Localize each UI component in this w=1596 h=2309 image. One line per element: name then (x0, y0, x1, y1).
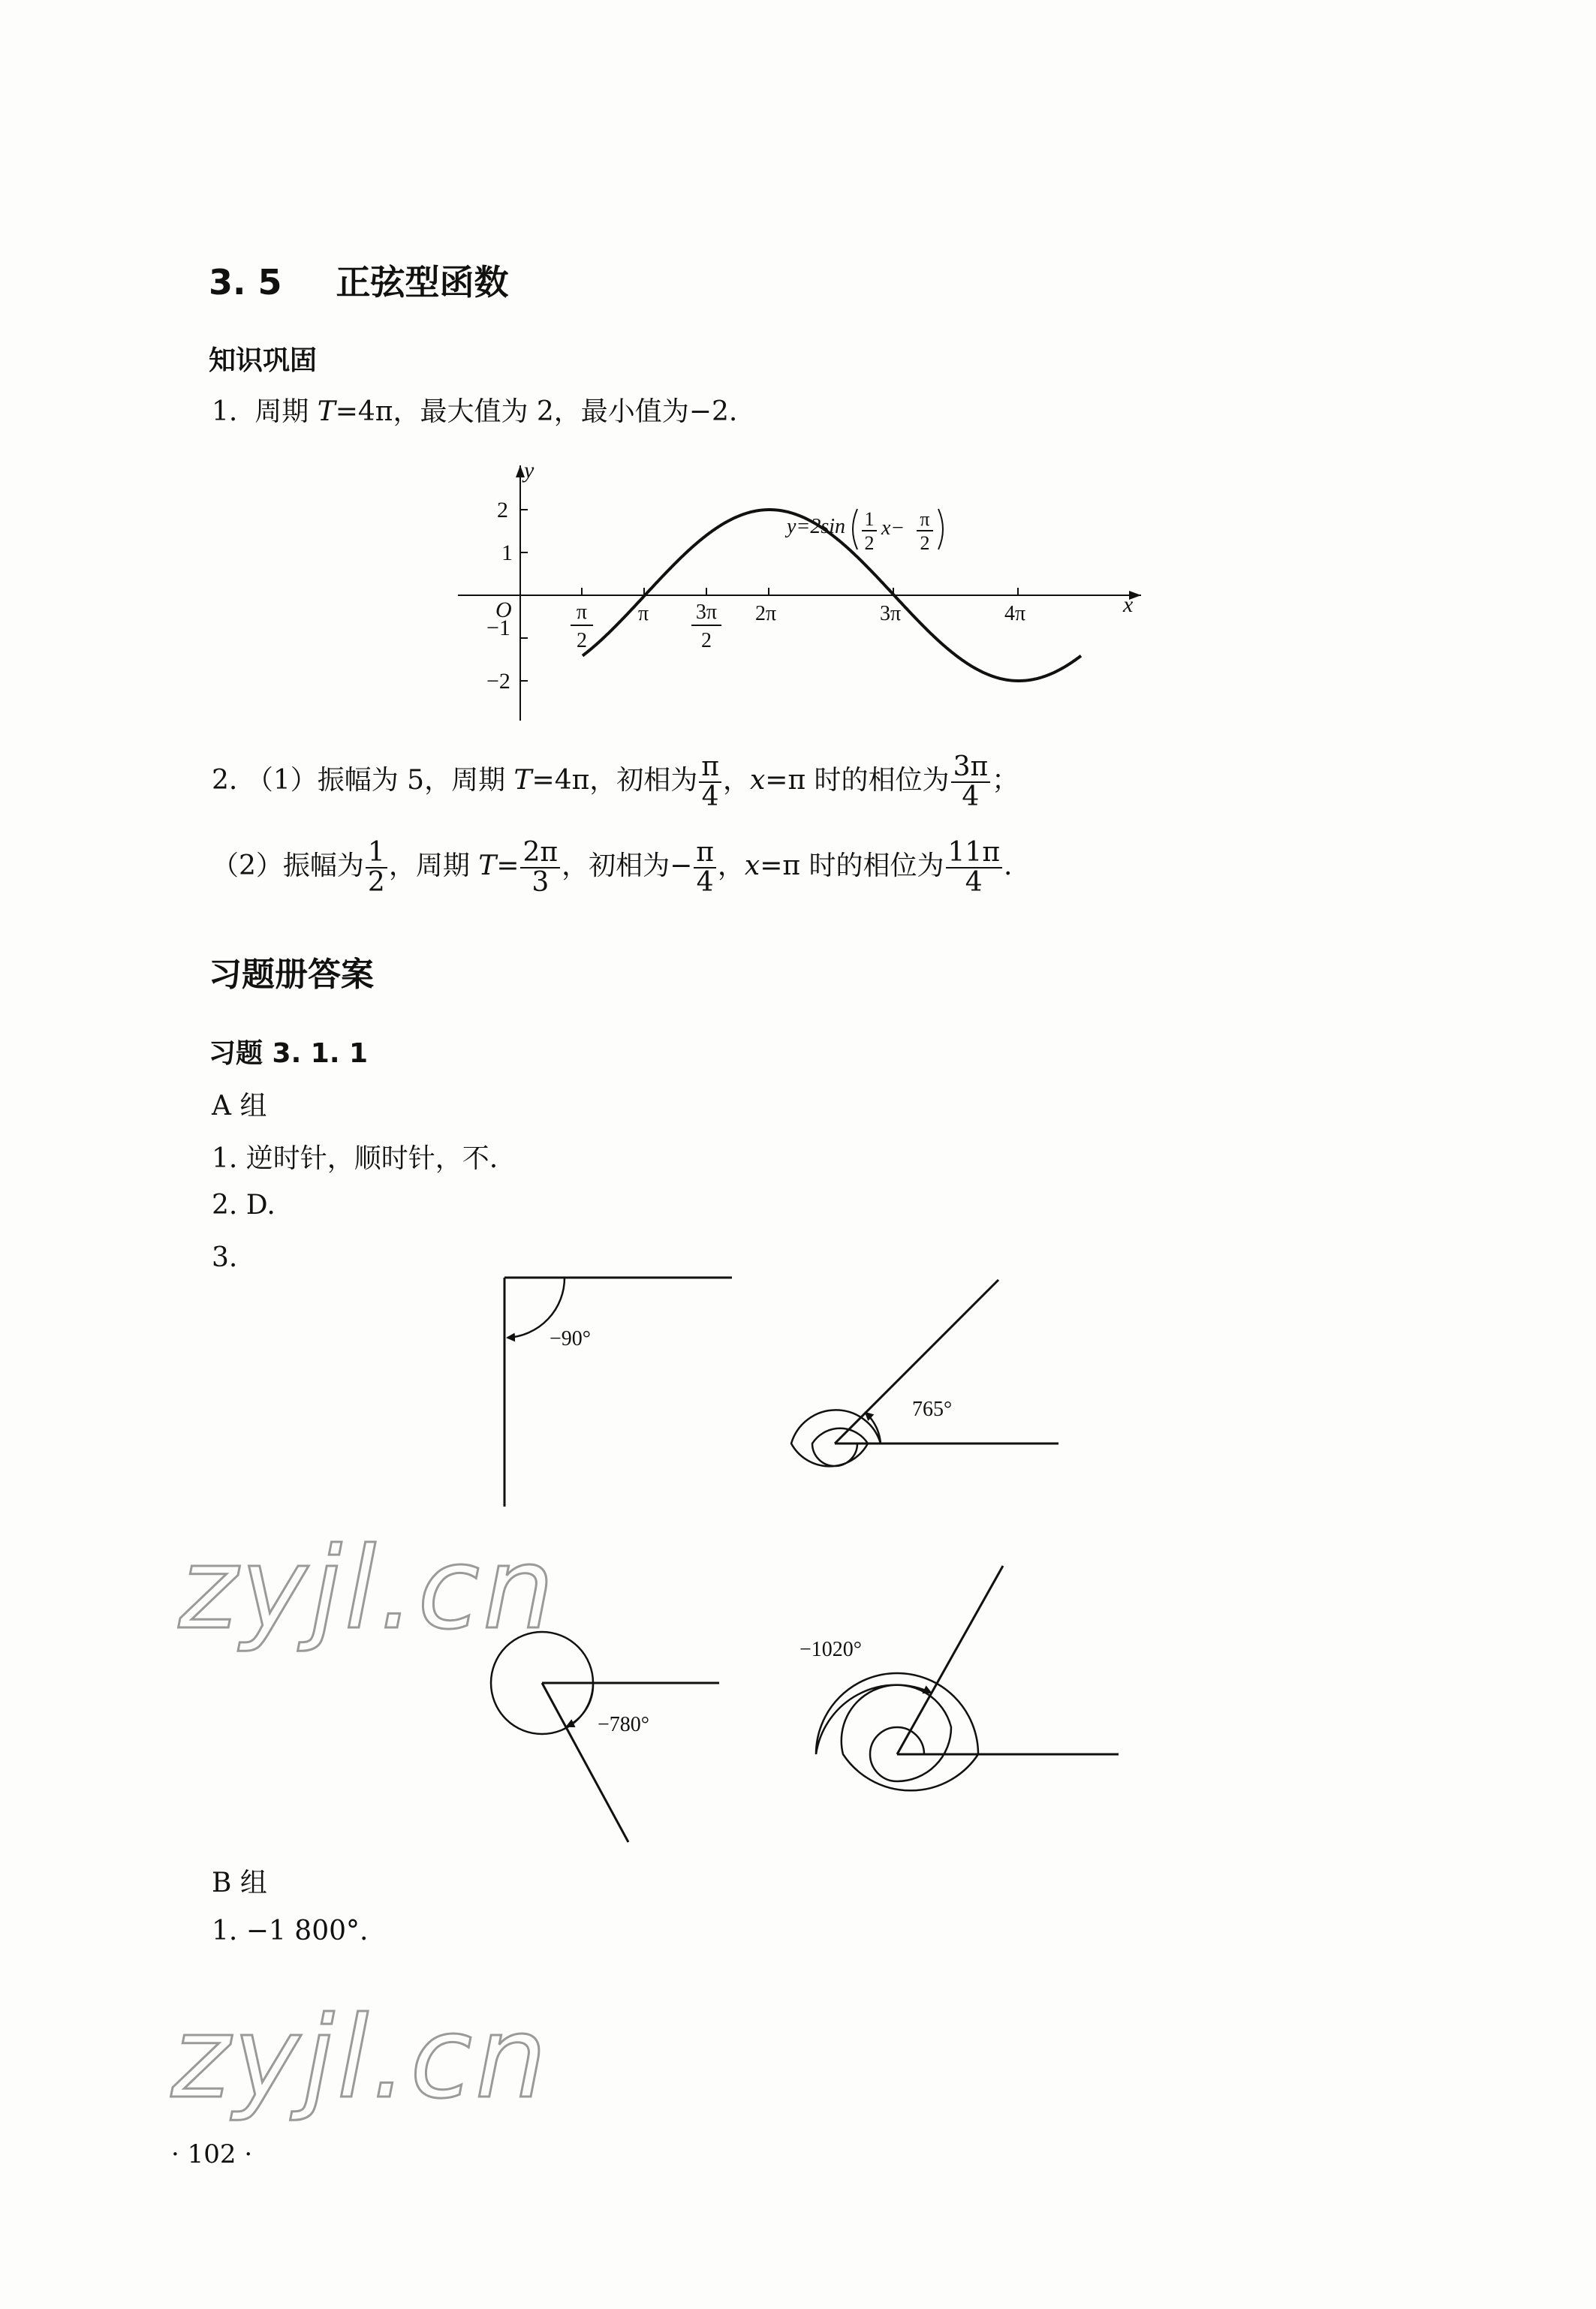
watermark: zyjl.cn (179, 1524, 558, 1654)
answer-2-part-2: （2）振幅为 $\frac{1}{2}$ ，周期 T= $\frac{2\pi}{3}$ ，初相为− $\frac{\pi}{4}$ ，x=π 时的相位为 $\frac{11\pi}{4}$ . (212, 837, 1013, 898)
answer-2-part-1: 2. （1）振幅为 5，周期 T=4π，初相为 $\frac{\pi}{4}$ ，x=π 时的相位为 $\frac{3\pi}{4}$ ； (212, 751, 1019, 812)
curve-formula (784, 508, 943, 554)
angle-765 (791, 1280, 1058, 1466)
svg-text:765°: 765° (912, 1398, 953, 1421)
x-tick-half-pi-num: π (576, 601, 588, 624)
group-b-label: B 组 (212, 1868, 267, 1898)
y-tick-neg2: −2 (486, 669, 510, 694)
b-answer-1: 1. −1 800°. (212, 1916, 369, 1946)
answer-1: 1. 周期 T=4π，最大值为 2，最小值为−2. (212, 396, 738, 427)
a-answer-1: 1. 逆时针，顺时针，不. (212, 1143, 498, 1174)
y-tick-1: 1 (501, 540, 513, 565)
svg-text:1: 1 (864, 508, 875, 530)
a-answer-2: 2. D. (212, 1190, 276, 1221)
y-tick-2: 2 (497, 498, 508, 522)
svg-text:2: 2 (864, 532, 875, 554)
svg-text:−780°: −780° (598, 1713, 649, 1736)
x-axis-label: x (1123, 592, 1134, 617)
angle-neg1020 (800, 1566, 1119, 1790)
angle-neg90 (504, 1278, 732, 1507)
angle-neg780 (491, 1632, 719, 1842)
a-answer-3: 3. (212, 1242, 238, 1273)
svg-text:π: π (920, 508, 930, 530)
origin-label: O (495, 598, 512, 622)
x-tick-4pi: 4π (1004, 602, 1026, 625)
svg-text:x−: x− (881, 516, 905, 540)
x-tick-half-pi-den: 2 (577, 629, 587, 652)
x-tick-3half-pi-den: 2 (701, 629, 712, 652)
workbook-heading: 习题册答案 (209, 956, 374, 994)
page-number: · 102 · (171, 2139, 253, 2169)
section-number: 3. 5 (209, 262, 282, 303)
svg-text:2: 2 (920, 532, 930, 554)
x-tick-2pi: 2π (755, 602, 777, 625)
group-a-label: A 组 (212, 1091, 267, 1121)
section-heading (209, 255, 509, 305)
y-tick-neg1: −1 (486, 616, 510, 640)
x-tick-3pi: 3π (880, 602, 902, 625)
section-title: 正弦型函数 (336, 262, 509, 303)
x-tick-3half-pi-num: 3π (695, 601, 718, 624)
exercise-heading: 习题 3. 1. 1 (209, 1038, 369, 1069)
y-axis-label: y (524, 458, 535, 483)
svg-text:−1020°: −1020° (800, 1638, 862, 1661)
svg-text:−90°: −90° (550, 1327, 591, 1350)
consolidation-heading: 知识巩固 (209, 345, 318, 376)
sine-graph (443, 450, 1194, 736)
watermark-2: zyjl.cn (171, 1993, 550, 2124)
x-tick-pi: π (638, 602, 649, 625)
svg-text:y=2sin: y=2sin (787, 515, 845, 538)
